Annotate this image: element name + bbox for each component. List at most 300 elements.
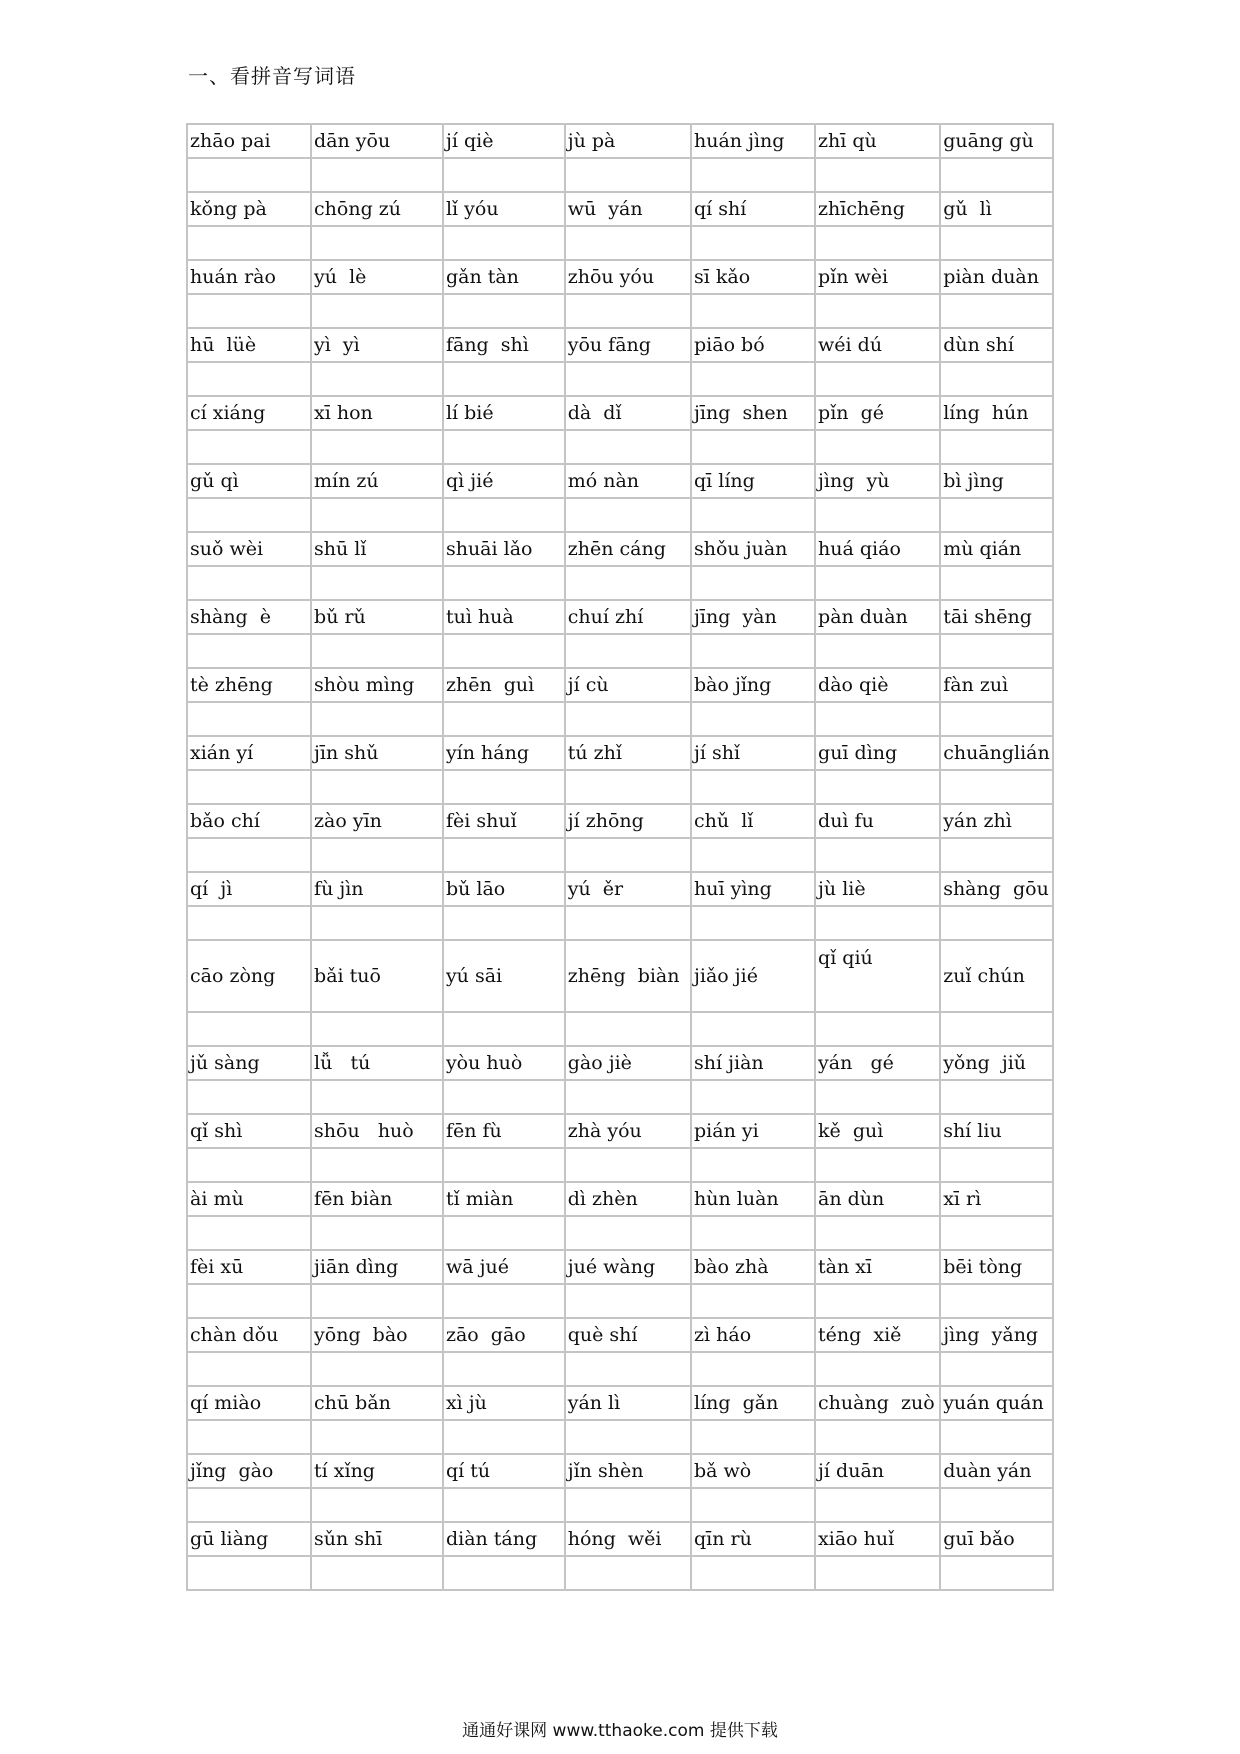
answer-cell[interactable]: [187, 770, 311, 804]
answer-cell[interactable]: [443, 1080, 565, 1114]
answer-row: [187, 1352, 1053, 1386]
pinyin-worksheet-table: [186, 123, 1054, 1591]
answer-cell[interactable]: [311, 1420, 443, 1454]
answer-cell[interactable]: [311, 702, 443, 736]
answer-cell[interactable]: [815, 1352, 940, 1386]
pinyin-cell: kě guì: [815, 1114, 940, 1148]
answer-cell[interactable]: [940, 362, 1053, 396]
answer-cell[interactable]: [565, 702, 691, 736]
pinyin-cell: bào zhà: [691, 1250, 815, 1284]
answer-cell[interactable]: [815, 906, 940, 940]
answer-cell[interactable]: [691, 906, 815, 940]
pinyin-cell: jiān dìng: [311, 1250, 443, 1284]
pinyin-cell: gǔ qì: [187, 464, 311, 498]
pinyin-cell: qí shí: [691, 192, 815, 226]
answer-cell[interactable]: [565, 158, 691, 192]
pinyin-cell: sǔn shī: [311, 1522, 443, 1556]
pinyin-row: [187, 464, 1053, 498]
answer-cell[interactable]: [311, 566, 443, 600]
answer-cell[interactable]: [443, 498, 565, 532]
pinyin-cell: gào jiè: [565, 1046, 691, 1080]
answer-row: [187, 158, 1053, 192]
answer-cell[interactable]: [565, 770, 691, 804]
answer-cell[interactable]: [565, 1488, 691, 1522]
answer-cell[interactable]: [940, 1556, 1053, 1590]
pinyin-cell: huī yìng: [691, 872, 815, 906]
pinyin-row: [187, 1386, 1053, 1420]
pinyin-cell: jīn shǔ: [311, 736, 443, 770]
pinyin-cell: dì zhèn: [565, 1182, 691, 1216]
pinyin-cell: yōng bào: [311, 1318, 443, 1352]
answer-cell[interactable]: [311, 838, 443, 872]
pinyin-cell: yán gé: [815, 1046, 940, 1080]
pinyin-cell: yōu fāng: [565, 328, 691, 362]
answer-cell[interactable]: [565, 430, 691, 464]
answer-cell[interactable]: [311, 1080, 443, 1114]
pinyin-cell: shǒu juàn: [691, 532, 815, 566]
answer-cell[interactable]: [187, 362, 311, 396]
pinyin-cell: tāi shēng: [940, 600, 1053, 634]
pinyin-cell: yì yì: [311, 328, 443, 362]
answer-cell[interactable]: [187, 226, 311, 260]
pinyin-cell: fāng shì: [443, 328, 565, 362]
pinyin-row: [187, 600, 1053, 634]
answer-cell[interactable]: [443, 566, 565, 600]
pinyin-cell: guī dìng: [815, 736, 940, 770]
answer-cell[interactable]: [311, 1148, 443, 1182]
pinyin-cell: cāo zòng: [187, 940, 311, 1012]
answer-cell[interactable]: [815, 362, 940, 396]
answer-cell[interactable]: [187, 1216, 311, 1250]
pinyin-cell: qí miào: [187, 1386, 311, 1420]
pinyin-cell: jìng yù: [815, 464, 940, 498]
answer-cell[interactable]: [443, 362, 565, 396]
answer-cell[interactable]: [691, 1080, 815, 1114]
pinyin-cell: tè zhēng: [187, 668, 311, 702]
answer-cell[interactable]: [691, 838, 815, 872]
pinyin-cell: pàn duàn: [815, 600, 940, 634]
answer-cell[interactable]: [815, 1420, 940, 1454]
answer-cell[interactable]: [187, 702, 311, 736]
pinyin-cell: shí liu: [940, 1114, 1053, 1148]
pinyin-cell: fēn biàn: [311, 1182, 443, 1216]
pinyin-cell: chàn dǒu: [187, 1318, 311, 1352]
answer-cell[interactable]: [443, 702, 565, 736]
answer-cell[interactable]: [815, 1488, 940, 1522]
pinyin-cell: tú zhǐ: [565, 736, 691, 770]
answer-cell[interactable]: [815, 498, 940, 532]
pinyin-cell: shàng è: [187, 600, 311, 634]
answer-row: [187, 838, 1053, 872]
answer-cell[interactable]: [815, 1216, 940, 1250]
answer-cell[interactable]: [940, 1216, 1053, 1250]
answer-cell[interactable]: [311, 362, 443, 396]
answer-cell[interactable]: [815, 566, 940, 600]
pinyin-cell: qí tú: [443, 1454, 565, 1488]
answer-cell[interactable]: [691, 1556, 815, 1590]
answer-cell[interactable]: [815, 1080, 940, 1114]
pinyin-cell: ài mù: [187, 1182, 311, 1216]
pinyin-cell: sī kǎo: [691, 260, 815, 294]
pinyin-cell: qì jié: [443, 464, 565, 498]
answer-cell[interactable]: [940, 1488, 1053, 1522]
answer-cell[interactable]: [691, 226, 815, 260]
pinyin-cell: kǒng pà: [187, 192, 311, 226]
answer-cell[interactable]: [187, 906, 311, 940]
pinyin-cell: shōu huò: [311, 1114, 443, 1148]
pinyin-cell: fèi xū: [187, 1250, 311, 1284]
pinyin-row: [187, 1182, 1053, 1216]
pinyin-cell: jīng shen: [691, 396, 815, 430]
pinyin-row: [187, 1318, 1053, 1352]
answer-cell[interactable]: [691, 1012, 815, 1046]
pinyin-cell: tuì huà: [443, 600, 565, 634]
answer-cell[interactable]: [815, 294, 940, 328]
pinyin-cell: jiǎo jié: [691, 940, 815, 1012]
answer-row: [187, 906, 1053, 940]
pinyin-cell: jí zhōng: [565, 804, 691, 838]
answer-cell[interactable]: [691, 566, 815, 600]
pinyin-cell: pián yi: [691, 1114, 815, 1148]
pinyin-cell: jù liè: [815, 872, 940, 906]
pinyin-cell: wā jué: [443, 1250, 565, 1284]
answer-cell[interactable]: [815, 1148, 940, 1182]
answer-cell[interactable]: [187, 634, 311, 668]
answer-cell[interactable]: [815, 1556, 940, 1590]
pinyin-row: [187, 532, 1053, 566]
answer-cell[interactable]: [691, 1488, 815, 1522]
pinyin-cell: zì háo: [691, 1318, 815, 1352]
pinyin-cell: bǔ lāo: [443, 872, 565, 906]
answer-row: [187, 1284, 1053, 1318]
answer-cell[interactable]: [565, 838, 691, 872]
answer-cell[interactable]: [940, 838, 1053, 872]
answer-cell[interactable]: [311, 1284, 443, 1318]
answer-cell[interactable]: [565, 1284, 691, 1318]
answer-cell[interactable]: [940, 498, 1053, 532]
answer-cell[interactable]: [311, 158, 443, 192]
answer-cell[interactable]: [815, 838, 940, 872]
answer-cell[interactable]: [187, 1080, 311, 1114]
answer-cell[interactable]: [187, 566, 311, 600]
answer-row: [187, 1148, 1053, 1182]
pinyin-cell: fù jìn: [311, 872, 443, 906]
answer-cell[interactable]: [940, 702, 1053, 736]
pinyin-cell: gǔ lì: [940, 192, 1053, 226]
pinyin-cell: chōng zú: [311, 192, 443, 226]
pinyin-cell: gū liàng: [187, 1522, 311, 1556]
pinyin-cell: zhēn guì: [443, 668, 565, 702]
answer-row: [187, 498, 1053, 532]
pinyin-cell: jù pà: [565, 124, 691, 158]
answer-cell[interactable]: [940, 566, 1053, 600]
pinyin-cell: chuānglián: [940, 736, 1053, 770]
answer-cell[interactable]: [187, 158, 311, 192]
answer-cell[interactable]: [443, 838, 565, 872]
answer-cell[interactable]: [443, 158, 565, 192]
answer-row: [187, 1012, 1053, 1046]
answer-cell[interactable]: [691, 1420, 815, 1454]
answer-cell[interactable]: [815, 634, 940, 668]
answer-row: [187, 226, 1053, 260]
pinyin-cell: wū yán: [565, 192, 691, 226]
pinyin-row: [187, 668, 1053, 702]
pinyin-cell: yán lì: [565, 1386, 691, 1420]
answer-cell[interactable]: [443, 294, 565, 328]
pinyin-cell: chuàng zuò: [815, 1386, 940, 1420]
pinyin-cell: jǐn shèn: [565, 1454, 691, 1488]
pinyin-row: [187, 1114, 1053, 1148]
answer-cell[interactable]: [311, 294, 443, 328]
pinyin-cell: huán jìng: [691, 124, 815, 158]
answer-cell[interactable]: [815, 770, 940, 804]
answer-cell[interactable]: [443, 226, 565, 260]
pinyin-cell: qǐ qiú: [815, 940, 940, 1012]
pinyin-cell: bì jìng: [940, 464, 1053, 498]
pinyin-cell: qí jì: [187, 872, 311, 906]
answer-cell[interactable]: [443, 634, 565, 668]
pinyin-row: [187, 396, 1053, 430]
answer-cell[interactable]: [443, 1012, 565, 1046]
pinyin-cell: zhēng biàn: [565, 940, 691, 1012]
pinyin-cell: guāng gù: [940, 124, 1053, 158]
pinyin-cell: shàng gōu: [940, 872, 1053, 906]
answer-row: [187, 1420, 1053, 1454]
pinyin-cell: jí shǐ: [691, 736, 815, 770]
answer-cell[interactable]: [187, 498, 311, 532]
answer-cell[interactable]: [187, 1420, 311, 1454]
pinyin-cell: fēn fù: [443, 1114, 565, 1148]
answer-cell[interactable]: [443, 1352, 565, 1386]
answer-cell[interactable]: [565, 226, 691, 260]
pinyin-cell: zhōu yóu: [565, 260, 691, 294]
pinyin-cell: yú ěr: [565, 872, 691, 906]
pinyin-cell: yú lè: [311, 260, 443, 294]
pinyin-cell: wéi dú: [815, 328, 940, 362]
pinyin-cell: bǎo chí: [187, 804, 311, 838]
pinyin-cell: zhī qù: [815, 124, 940, 158]
pinyin-cell: xī rì: [940, 1182, 1053, 1216]
answer-cell[interactable]: [311, 1488, 443, 1522]
answer-cell[interactable]: [815, 1012, 940, 1046]
answer-cell[interactable]: [691, 362, 815, 396]
answer-cell[interactable]: [443, 906, 565, 940]
answer-cell[interactable]: [565, 1420, 691, 1454]
answer-cell[interactable]: [940, 158, 1053, 192]
pinyin-cell: dān yōu: [311, 124, 443, 158]
answer-cell[interactable]: [565, 1148, 691, 1182]
answer-cell[interactable]: [940, 1012, 1053, 1046]
answer-cell[interactable]: [691, 1352, 815, 1386]
answer-cell[interactable]: [187, 1284, 311, 1318]
pinyin-cell: zhīchēng: [815, 192, 940, 226]
pinyin-cell: bēi tòng: [940, 1250, 1053, 1284]
answer-cell[interactable]: [443, 1556, 565, 1590]
pinyin-cell: xì jù: [443, 1386, 565, 1420]
answer-cell[interactable]: [940, 294, 1053, 328]
answer-cell[interactable]: [691, 294, 815, 328]
pinyin-cell: zhēn cáng: [565, 532, 691, 566]
answer-cell[interactable]: [443, 1420, 565, 1454]
answer-cell[interactable]: [691, 430, 815, 464]
pinyin-row: [187, 804, 1053, 838]
answer-cell[interactable]: [187, 1148, 311, 1182]
pinyin-cell: tàn xī: [815, 1250, 940, 1284]
answer-cell[interactable]: [187, 1352, 311, 1386]
pinyin-cell: fèi shuǐ: [443, 804, 565, 838]
pinyin-cell: zuǐ chún: [940, 940, 1053, 1012]
pinyin-row: [187, 260, 1053, 294]
answer-cell[interactable]: [940, 1420, 1053, 1454]
answer-cell[interactable]: [187, 430, 311, 464]
answer-cell[interactable]: [443, 430, 565, 464]
pinyin-cell: chū bǎn: [311, 1386, 443, 1420]
answer-cell[interactable]: [940, 1080, 1053, 1114]
answer-cell[interactable]: [443, 1284, 565, 1318]
answer-cell[interactable]: [691, 1284, 815, 1318]
pinyin-cell: tí xǐng: [311, 1454, 443, 1488]
page-heading: 一、看拼音写词语: [188, 64, 356, 88]
pinyin-cell: jí duān: [815, 1454, 940, 1488]
footer-credit: 通通好课网 www.tthaoke.com 提供下载: [462, 1721, 778, 1741]
pinyin-cell: duàn yán: [940, 1454, 1053, 1488]
answer-cell[interactable]: [565, 1012, 691, 1046]
answer-cell[interactable]: [187, 1012, 311, 1046]
answer-cell[interactable]: [565, 634, 691, 668]
answer-cell[interactable]: [691, 702, 815, 736]
answer-row: [187, 362, 1053, 396]
pinyin-cell: bào jǐng: [691, 668, 815, 702]
answer-cell[interactable]: [940, 1148, 1053, 1182]
answer-cell[interactable]: [940, 906, 1053, 940]
pinyin-cell: yǒng jiǔ: [940, 1046, 1053, 1080]
answer-cell[interactable]: [187, 294, 311, 328]
answer-cell[interactable]: [691, 498, 815, 532]
pinyin-cell: téng xiě: [815, 1318, 940, 1352]
answer-cell[interactable]: [565, 1556, 691, 1590]
pinyin-cell: yín háng: [443, 736, 565, 770]
answer-cell[interactable]: [311, 1556, 443, 1590]
pinyin-cell: pǐn gé: [815, 396, 940, 430]
answer-cell[interactable]: [311, 1352, 443, 1386]
answer-cell[interactable]: [815, 702, 940, 736]
answer-cell[interactable]: [565, 362, 691, 396]
answer-cell[interactable]: [565, 1216, 691, 1250]
answer-cell[interactable]: [691, 1216, 815, 1250]
pinyin-cell: bǔ rǔ: [311, 600, 443, 634]
pinyin-cell: jué wàng: [565, 1250, 691, 1284]
answer-cell[interactable]: [311, 226, 443, 260]
pinyin-cell: shòu mìng: [311, 668, 443, 702]
pinyin-cell: dà dǐ: [565, 396, 691, 430]
answer-row: [187, 770, 1053, 804]
answer-row: [187, 634, 1053, 668]
pinyin-cell: lǚ tú: [311, 1046, 443, 1080]
answer-row: [187, 702, 1053, 736]
pinyin-row: [187, 1250, 1053, 1284]
pinyin-cell: cí xiáng: [187, 396, 311, 430]
answer-cell[interactable]: [691, 1148, 815, 1182]
pinyin-cell: bǎi tuō: [311, 940, 443, 1012]
answer-cell[interactable]: [940, 770, 1053, 804]
answer-cell[interactable]: [311, 906, 443, 940]
answer-cell[interactable]: [311, 430, 443, 464]
pinyin-cell: qǐ shì: [187, 1114, 311, 1148]
pinyin-cell: yòu huò: [443, 1046, 565, 1080]
answer-cell[interactable]: [815, 1284, 940, 1318]
answer-cell[interactable]: [311, 1216, 443, 1250]
pinyin-cell: hùn luàn: [691, 1182, 815, 1216]
pinyin-cell: zāo gāo: [443, 1318, 565, 1352]
pinyin-cell: huán rào: [187, 260, 311, 294]
pinyin-cell: gǎn tàn: [443, 260, 565, 294]
answer-cell[interactable]: [940, 1284, 1053, 1318]
answer-cell[interactable]: [311, 1012, 443, 1046]
pinyin-cell: yuán quán: [940, 1386, 1053, 1420]
pinyin-cell: xián yí: [187, 736, 311, 770]
answer-cell[interactable]: [565, 498, 691, 532]
answer-cell[interactable]: [565, 906, 691, 940]
answer-cell[interactable]: [311, 634, 443, 668]
answer-row: [187, 1488, 1053, 1522]
pinyin-cell: shū lǐ: [311, 532, 443, 566]
answer-cell[interactable]: [940, 430, 1053, 464]
answer-cell[interactable]: [311, 498, 443, 532]
pinyin-row: [187, 124, 1053, 158]
pinyin-cell: diàn táng: [443, 1522, 565, 1556]
pinyin-cell: qīn rù: [691, 1522, 815, 1556]
pinyin-cell: jí cù: [565, 668, 691, 702]
answer-cell[interactable]: [815, 430, 940, 464]
answer-cell[interactable]: [443, 1148, 565, 1182]
answer-cell[interactable]: [815, 158, 940, 192]
answer-cell[interactable]: [691, 634, 815, 668]
answer-cell[interactable]: [187, 1556, 311, 1590]
answer-cell[interactable]: [815, 226, 940, 260]
answer-cell[interactable]: [691, 770, 815, 804]
answer-row: [187, 1216, 1053, 1250]
answer-row: [187, 430, 1053, 464]
answer-cell[interactable]: [443, 1488, 565, 1522]
answer-cell[interactable]: [691, 158, 815, 192]
answer-cell[interactable]: [443, 770, 565, 804]
pinyin-cell: mó nàn: [565, 464, 691, 498]
answer-cell[interactable]: [311, 770, 443, 804]
answer-cell[interactable]: [565, 566, 691, 600]
pinyin-cell: shuāi lǎo: [443, 532, 565, 566]
pinyin-cell: yú sāi: [443, 940, 565, 1012]
answer-cell[interactable]: [565, 1352, 691, 1386]
pinyin-row: [187, 1454, 1053, 1488]
pinyin-cell: líng hún: [940, 396, 1053, 430]
answer-cell[interactable]: [565, 1080, 691, 1114]
answer-cell[interactable]: [940, 1352, 1053, 1386]
answer-row: [187, 1080, 1053, 1114]
answer-cell[interactable]: [187, 838, 311, 872]
pinyin-cell: lǐ yóu: [443, 192, 565, 226]
pinyin-cell: jí qiè: [443, 124, 565, 158]
answer-cell[interactable]: [940, 634, 1053, 668]
answer-cell[interactable]: [565, 294, 691, 328]
answer-cell[interactable]: [187, 1488, 311, 1522]
pinyin-cell: huá qiáo: [815, 532, 940, 566]
pinyin-cell: pǐn wèi: [815, 260, 940, 294]
answer-cell[interactable]: [940, 226, 1053, 260]
pinyin-cell: zhà yóu: [565, 1114, 691, 1148]
pinyin-cell: què shí: [565, 1318, 691, 1352]
answer-cell[interactable]: [443, 1216, 565, 1250]
pinyin-row: [187, 192, 1053, 226]
